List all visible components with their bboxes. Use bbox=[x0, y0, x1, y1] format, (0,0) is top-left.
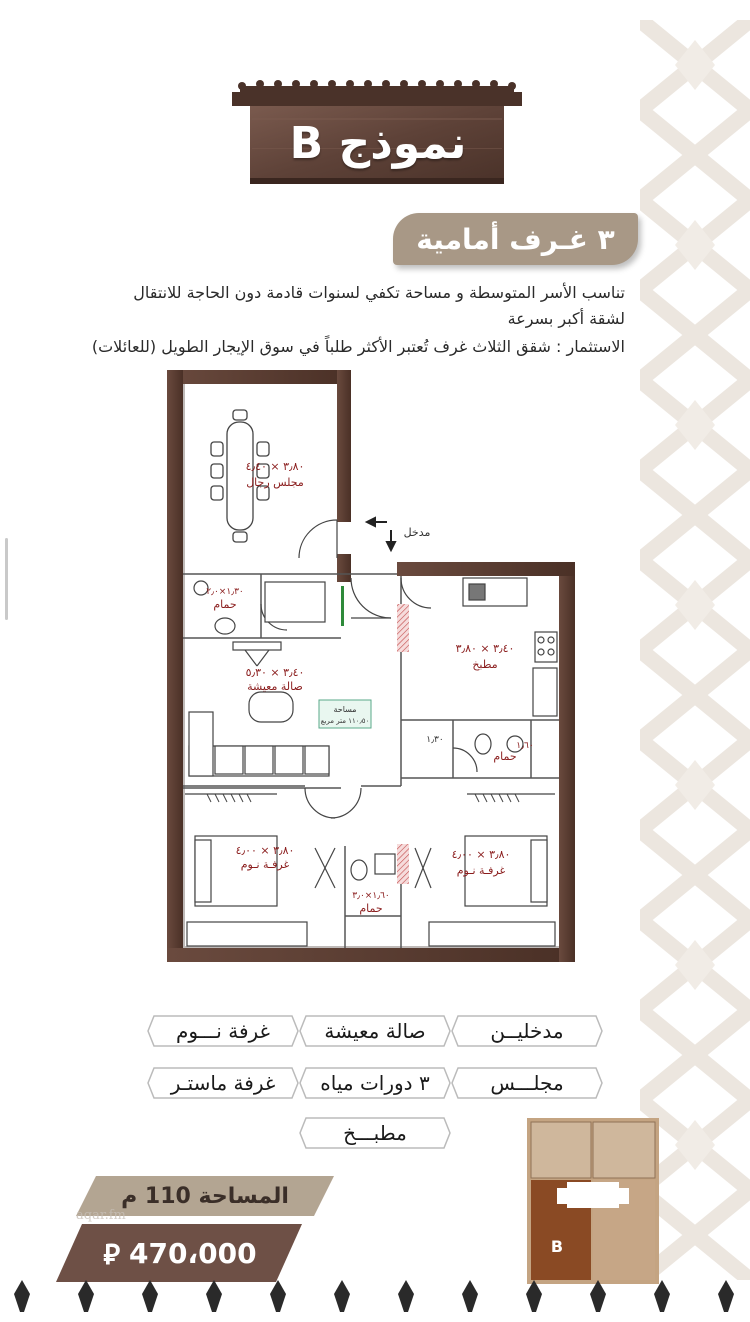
feature-kitchen: مطبـــخ bbox=[298, 1114, 452, 1152]
area-text: المساحة 110 م bbox=[121, 1183, 289, 1209]
room-kitchen-dims: ٣٫٤٠ × ٣٫٨٠ bbox=[455, 642, 515, 655]
room-living-dims: ٣٫٤٠ × ٥٫٣٠ bbox=[245, 666, 305, 679]
room-bed2-name: غرفـة نـوم bbox=[456, 864, 506, 877]
key-plan-label: B bbox=[550, 1237, 564, 1256]
description-line-2: لشقة أكبر بسرعة bbox=[507, 309, 625, 328]
room-bath2-name: حمام bbox=[493, 750, 517, 763]
room-living-name: صالة معيشة bbox=[247, 680, 303, 693]
feature-majlis: مجلـــس bbox=[450, 1064, 604, 1102]
price-value: 470،000 bbox=[129, 1236, 257, 1270]
room-bath3-name: حمام bbox=[359, 902, 383, 915]
floor-plan bbox=[165, 368, 577, 964]
room-majlis-dims: ٣٫٨٠ × ٤٫٤٠ bbox=[245, 460, 305, 473]
feature-bathrooms: ٣ دورات مياه bbox=[298, 1064, 452, 1102]
room-majlis-name: مجلس رجال bbox=[246, 476, 304, 489]
room-bath1-dims: ١٫٣٠×٢٫٠ bbox=[206, 587, 244, 597]
room-bath3-dims: ١٫٦٠×٣٫٠ bbox=[352, 891, 390, 901]
subtitle-text: ٣ غـرف أمامية bbox=[416, 222, 615, 256]
decorative-border bbox=[0, 1280, 750, 1322]
key-plan bbox=[527, 1118, 659, 1284]
page-title: نموذج B bbox=[289, 117, 467, 169]
description-line-3: الاستثمار : شقق الثلاث غرف تُعتبر الأكثر طلباً في سوق الإيجار الطويل (للعائلات) bbox=[91, 337, 625, 356]
room-bath1-name: حمام bbox=[213, 598, 237, 611]
area-box-label: مساحة bbox=[333, 705, 357, 714]
currency-icon: ⃁ bbox=[103, 1237, 122, 1271]
price-text bbox=[70, 1222, 290, 1284]
feature-living: صالة معيشة bbox=[298, 1012, 452, 1050]
feature-entrances: مدخليــن bbox=[450, 1012, 604, 1050]
scrollbar[interactable] bbox=[5, 538, 8, 620]
feature-bedroom: غرفة نـــوم bbox=[146, 1012, 300, 1050]
room-bath2-dims-2: ١٫٦٠ bbox=[516, 741, 534, 751]
decorative-pattern bbox=[640, 20, 750, 1280]
description-line-1: تناسب الأسر المتوسطة و مساحة تكفي لسنوات قادمة دون الحاجة للانتقال bbox=[133, 283, 625, 302]
entrance-label: مدخل bbox=[403, 526, 431, 539]
room-kitchen-name: مطبخ bbox=[472, 658, 498, 671]
feature-master: غرفة ماستـر bbox=[146, 1064, 300, 1102]
room-bed1-name: غرفـة نـوم bbox=[240, 858, 290, 871]
watermark: aqar.fm bbox=[76, 1208, 126, 1223]
room-bath2-dims: ١٫٣٠ bbox=[426, 735, 444, 745]
room-bed2-dims: ٣٫٨٠ × ٤٫٠٠ bbox=[451, 848, 511, 861]
room-bed1-dims: ٣٫٨٠ × ٤٫٠٠ bbox=[235, 844, 295, 857]
area-box-value: ١١٠٫٥٠ متر مربع bbox=[320, 717, 370, 725]
